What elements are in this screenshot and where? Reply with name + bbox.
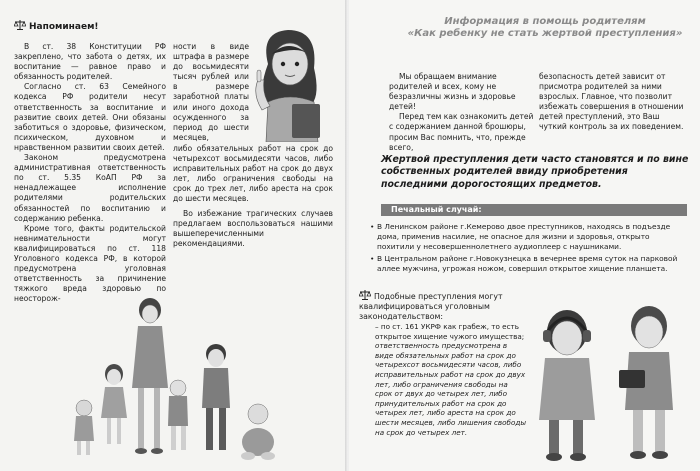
paragraph-criminal-code: Кроме того, факты родительской невнимательности могут квалифицироваться по ст. 118 Уголовного кодекса РФ, в которой предусмотрена уголовная ответственность за причинение тяжкого вреда здоровью по неосторож- xyxy=(14,223,166,304)
sad-case-header: Печальный случай: xyxy=(381,204,687,216)
scales-icon xyxy=(14,20,26,30)
paragraph-constitution: В ст. 38 Конституции РФ закреплено, что забота о детях, их воспитание — равное право и обязанность родителей. xyxy=(14,42,166,82)
woman-holding-book-illustration xyxy=(238,24,338,142)
crime-intro: Подобные преступления могут квалифицироваться уголовным законодательством: xyxy=(359,292,503,321)
family-children-illustration xyxy=(72,296,280,464)
intro-paragraph-2: Перед тем как ознакомить детей с содержанием данной брошюры, просим Вас помнить, что, прежде всего, xyxy=(389,112,534,152)
penalty-text-narrow: ности в виде штрафа в размере до восьмидесяти тысяч рублей или в размере заработной платы или иного дохода осужденного за период до шести месяцев, xyxy=(173,42,249,142)
emphasis-statement: Жертвой преступления дети часто становятся и по вине собственных родителей ввиду приобретения последними дорогостоящих предметов. xyxy=(381,154,689,190)
kids-with-headphones-illustration xyxy=(521,292,693,464)
brochure-title xyxy=(397,16,693,40)
paragraph-koap: Законом предусмотрена административная ответственность по ст. 5.35 КоАП РФ за ненадлежащее исполнение родителями родительских обязанностей по воспитанию и содержанию ребенка. xyxy=(14,153,166,223)
crime-article-text xyxy=(375,322,527,437)
title-line-2: «Как ребенку не стать жертвой преступления» xyxy=(407,28,683,39)
middle-column-wide xyxy=(173,144,333,249)
penalty-details: ответственность предусмотрена в виде обязательных работ на срок до четырехсот восьмидесяти часов, либо исправительных работ на срок до двух лет, либо ограничения свободы на срок от двух до четырех лет, либо принудительных работ на срок до четырех лет, либо ареста на срок до шести месяцев, либо лишения свободы на срок до четырех лет. xyxy=(375,341,527,437)
paragraph-family-code: Согласно ст. 63 Семейного кодекса РФ родители несут ответственность за воспитание и развитие своих детей. Они обязаны заботиться о здоровье, физическом, психическом, духовном и нравственном развитии своих детей. xyxy=(14,82,166,152)
reminder-header: Напоминаем! xyxy=(14,20,99,32)
case-item-1: • В Ленинском районе г.Кемерово двое преступников, находясь в подъезде дома, применив насилие, не опасное для жизни и здоровья, открыто похитили у несовершеннолетнего аудиоплеер с наушниками. xyxy=(377,222,687,251)
right-page xyxy=(349,0,700,471)
scales-icon xyxy=(359,290,371,300)
title-line-1: Информация в помощь родителям xyxy=(444,16,646,27)
left-column-text xyxy=(14,42,166,304)
intro-left-text xyxy=(389,72,535,153)
article-161: – по ст. 161 УКРФ как грабеж, то есть открытое хищение чужого имущества; xyxy=(375,322,525,341)
intro-right-text xyxy=(539,72,689,133)
penalty-text-wide: либо обязательных работ на срок до четырехсот восьмидесяти часов, либо исправительных работ на срок до двух лет, либо ограничения свободы на срок до трех лет, либо ареста на срок до шести месяцев. xyxy=(173,144,333,204)
recommendation-text: Во избежание трагических случаев предлагаем воспользоваться нашими вышеперечисленными рекомендациями. xyxy=(173,208,333,248)
left-page xyxy=(0,0,347,471)
intro-paragraph-3: безопасность детей зависит от присмотра родителей за ними взрослых. Главное, что позволит избежать совершения в отношении детей преступлений, это Ваш чуткий контроль за их поведением. xyxy=(539,72,684,132)
case-item-2: • В Центральном районе г.Новокузнецка в вечернее время суток на парковой аллее мужчина, угрожая ножом, совершил открытое хищение планшета. xyxy=(377,254,687,274)
intro-paragraph-1: Мы обращаем внимание родителей и всех, кому не безразличны жизнь и здоровье детей! xyxy=(389,72,516,112)
